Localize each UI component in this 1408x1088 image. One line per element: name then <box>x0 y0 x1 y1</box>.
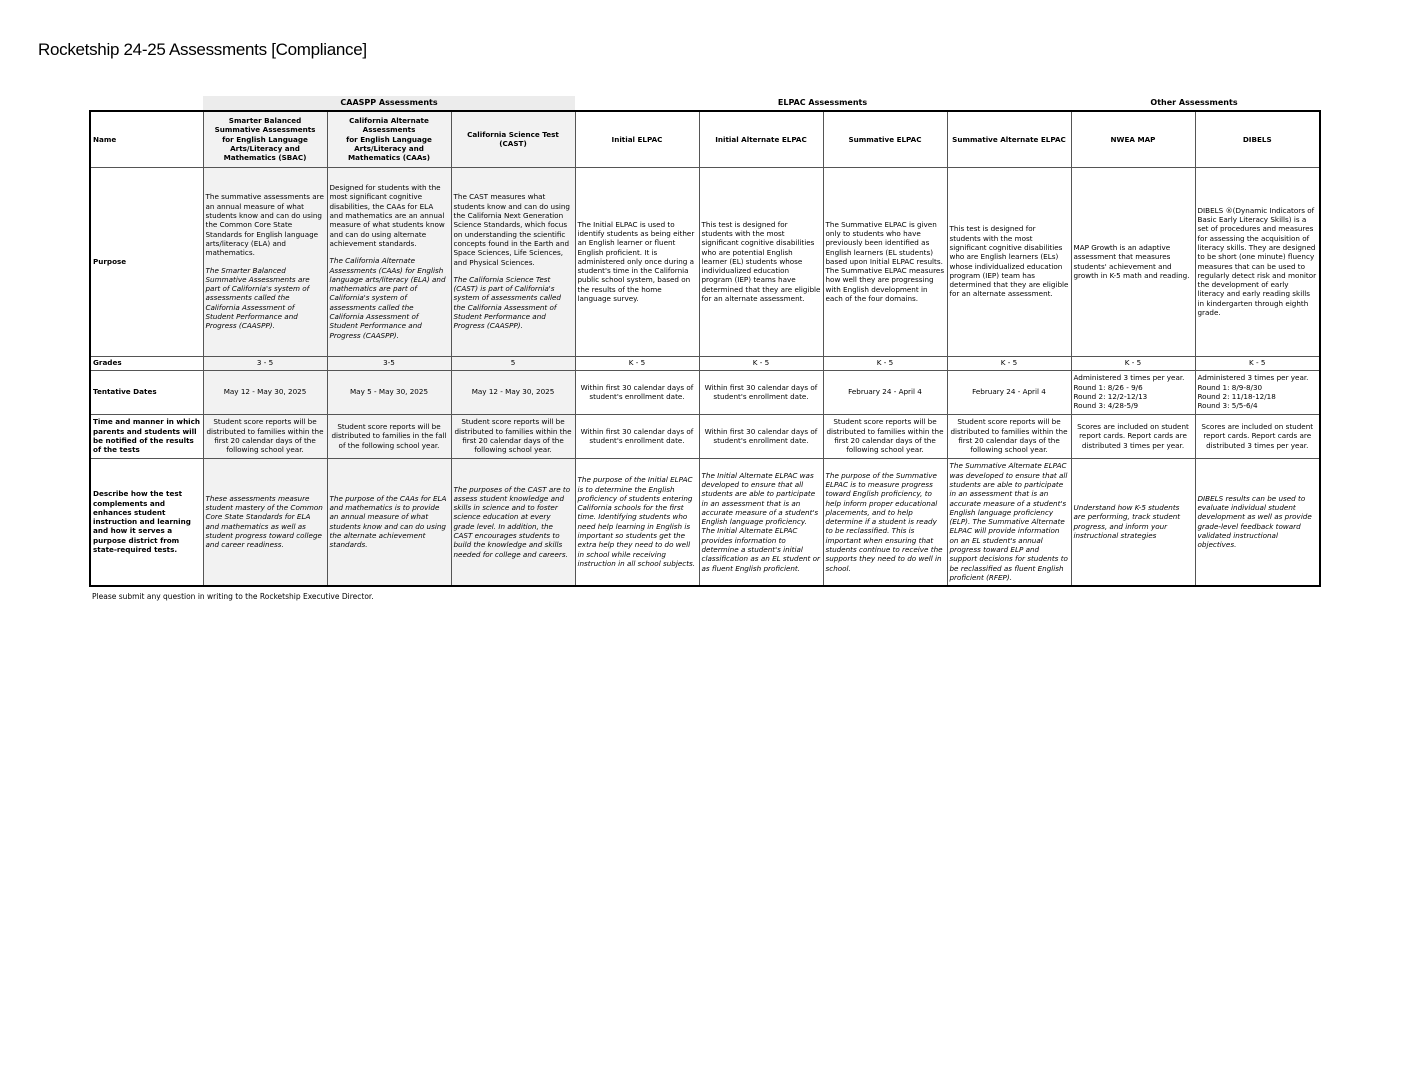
dates-summative-alt-elpac: February 24 - April 4 <box>947 370 1071 414</box>
purpose-caa: Designed for students with the most significant cognitive disabilities, the CAAs for ELA and mathematics are an annual measure of what students know and can do using alternate achievement standards. The California Alternate Assessments (CAAs) for English language arts/literacy (ELA) and mathematics are part of California's system of assessments called the California Assessment of Student Performance and Progress (CAASPP). <box>327 167 451 356</box>
describe-summative-alt-elpac: The Summative Alternate ELPAC was developed to ensure that all students are able to participate in an assessment that is an accurate measure of a student's English language proficiency (ELP). The Summative Alternate ELPAC will provide information on an EL student's annual progress toward ELP and support decisions for students to be reclassified as fluent English proficient (RFEP). <box>947 458 1071 586</box>
describe-summative-elpac: The purpose of the Summative ELPAC is to measure progress toward English proficiency, to help inform proper educational placements, and to help determine if a student is ready to be reclassified. This is important when ensuring that students continue to receive the supports they need to do well in school. <box>823 458 947 586</box>
row-name <box>90 111 1320 167</box>
purpose-summative-elpac: The Summative ELPAC is given only to students who have previously been identified as English learners (EL students) based upon Initial ELPAC results. The Summative ELPAC measures how well they are progressing with English development in each of the four domains. <box>823 167 947 356</box>
group-header-elpac: ELPAC Assessments <box>777 98 868 107</box>
dates-nwea-map: Administered 3 times per year. Round 1: 8/26 - 9/6 Round 2: 12/2-12/13 Round 3: 4/28-5/9 <box>1071 370 1195 414</box>
purpose-sbac: The summative assessments are an annual measure of what students know and can do using the Common Core State Standards for English language arts/literacy (ELA) and mathematics. The Smarter Balanced Summative Assessments are part of California's system of assessments called the California Assessment of Student Performance and Progress (CAASPP). <box>203 167 327 356</box>
grades-cast: 5 <box>451 356 575 370</box>
purpose-dibels: DIBELS ®(Dynamic Indicators of Basic Early Literacy Skills) is a set of procedures and measures for assessing the acquisition of literacy skills. They are designed to be short (one minute) fluency measures that can be used to regularly detect risk and monitor the development of early literacy and early reading skills in kindergarten through eighth grade. <box>1195 167 1320 356</box>
col-header-nwea-map: NWEA MAP <box>1071 111 1195 167</box>
describe-caa: The purpose of the CAAs for ELA and mathematics is to provide an annual measure of what students know and can do using the alternate achievement standards. <box>327 458 451 586</box>
col-header-summative-alt-elpac: Summative Alternate ELPAC <box>947 111 1071 167</box>
grades-dibels: K - 5 <box>1195 356 1320 370</box>
footer-note: Please submit any question in writing to the Rocketship Executive Director. <box>92 592 374 601</box>
grades-initial-elpac: K - 5 <box>575 356 699 370</box>
group-header-caaspp: CAASPP Assessments <box>203 96 575 110</box>
row-dates <box>90 370 1320 414</box>
col-header-summative-elpac: Summative ELPAC <box>823 111 947 167</box>
time-manner-initial-alt-elpac: Within first 30 calendar days of student's enrollment date. <box>699 414 823 458</box>
purpose-nwea-map: MAP Growth is an adaptive assessment that measures students' achievement and growth in K-5 math and reading. <box>1071 167 1195 356</box>
time-manner-initial-elpac: Within first 30 calendar days of student's enrollment date. <box>575 414 699 458</box>
time-manner-summative-alt-elpac: Student score reports will be distributed to families within the first 20 calendar days of the following school year. <box>947 414 1071 458</box>
time-manner-cast: Student score reports will be distributed to families within the first 20 calendar days of the following school year. <box>451 414 575 458</box>
dates-initial-alt-elpac: Within first 30 calendar days of student's enrollment date. <box>699 370 823 414</box>
grades-sbac: 3 - 5 <box>203 356 327 370</box>
time-manner-sbac: Student score reports will be distributed to families within the first 20 calendar days of the following school year. <box>203 414 327 458</box>
document-title: Rocketship 24-25 Assessments [Compliance] <box>38 40 367 59</box>
row-header-describe: Describe how the test complements and enhances student instruction and learning and how it serves a purpose district from state-required tests. <box>90 458 203 586</box>
time-manner-dibels: Scores are included on student report cards. Report cards are distributed 3 times per year. <box>1195 414 1320 458</box>
col-header-initial-elpac: Initial ELPAC <box>575 111 699 167</box>
grades-summative-alt-elpac: K - 5 <box>947 356 1071 370</box>
grades-summative-elpac: K - 5 <box>823 356 947 370</box>
col-header-initial-alt-elpac: Initial Alternate ELPAC <box>699 111 823 167</box>
describe-nwea-map: Understand how K-5 students are performing, track student progress, and inform your instructional strategies <box>1071 458 1195 586</box>
col-header-cast: California Science Test (CAST) <box>451 111 575 167</box>
purpose-initial-elpac: The Initial ELPAC is used to identify students as being either an English learner or fluent English proficient. It is administered only once during a student's time in the California public school system, based on the results of the home language survey. <box>575 167 699 356</box>
row-header-time-manner: Time and manner in which parents and students will be notified of the results of the tests <box>90 414 203 458</box>
grades-nwea-map: K - 5 <box>1071 356 1195 370</box>
time-manner-summative-elpac: Student score reports will be distributed to families within the first 20 calendar days of the following school year. <box>823 414 947 458</box>
describe-cast: The purposes of the CAST are to assess student knowledge and skills in science and to foster science education at every grade level. In addition, the CAST encourages students to build the knowledge and skills needed for college and careers. <box>451 458 575 586</box>
row-header-grades: Grades <box>90 356 203 370</box>
purpose-summative-alt-elpac: This test is designed for students with the most significant cognitive disabilities who are English learners (ELs) whose individualized education program (IEP) team has determined that they are eligible for an alternate assessment. <box>947 167 1071 356</box>
describe-initial-elpac: The purpose of the Initial ELPAC is to determine the English proficiency of students entering California schools for the first time. Identifying students who need help learning in English is important so students get the extra help they need to do well in school while receiving instruction in all school subjects. <box>575 458 699 586</box>
col-header-dibels: DIBELS <box>1195 111 1320 167</box>
purpose-note-cast: The California Science Test (CAST) is part of California's system of assessments called the California Assessment of Student Performance and Progress (CAASPP). <box>453 274 561 331</box>
dates-dibels: Administered 3 times per year. Round 1: 8/9-8/30 Round 2: 11/18-12/18 Round 3: 5/5-6/4 <box>1195 370 1320 414</box>
dates-sbac: May 12 - May 30, 2025 <box>203 370 327 414</box>
col-header-sbac: Smarter Balanced Summative Assessments for English Language Arts/Literacy and Mathematics (SBAC) <box>203 111 327 167</box>
grades-initial-alt-elpac: K - 5 <box>699 356 823 370</box>
dates-cast: May 12 - May 30, 2025 <box>451 370 575 414</box>
time-manner-caa: Student score reports will be distributed to families in the fall of the following school year. <box>327 414 451 458</box>
row-header-name: Name <box>90 111 203 167</box>
dates-summative-elpac: February 24 - April 4 <box>823 370 947 414</box>
describe-initial-alt-elpac: The Initial Alternate ELPAC was developed to ensure that all students are able to participate in an assessment that is an accurate measure of a student's English language proficiency. The Initial Alternate ELPAC provides information to determine a student's initial classification as an EL student or as fluent English proficient. <box>699 458 823 586</box>
purpose-note-caa: The California Alternate Assessments (CAAs) for English language arts/literacy (ELA) and mathematics are part of California's system of assessments called the California Assessment of Student Performance and Progress (CAASPP). <box>329 256 446 340</box>
grades-caa: 3-5 <box>327 356 451 370</box>
row-grades <box>90 356 1320 370</box>
row-purpose <box>90 167 1320 356</box>
purpose-note-sbac: The Smarter Balanced Summative Assessments are part of California's system of assessments called the California Assessment of Student Performance and Progress (CAASPP). <box>205 265 310 331</box>
describe-sbac: These assessments measure student mastery of the Common Core State Standards for ELA and mathematics as well as student progress toward college and career readiness. <box>203 458 327 586</box>
dates-initial-elpac: Within first 30 calendar days of student's enrollment date. <box>575 370 699 414</box>
purpose-initial-alt-elpac: This test is designed for students with the most significant cognitive disabilities who are potential English learner (EL) students whose individualized education program (IEP) teams have determined that they are eligible for an alternate assessment. <box>699 167 823 356</box>
describe-dibels: DIBELS results can be used to evaluate individual student development as well as provide grade-level feedback toward validated instructional objectives. <box>1195 458 1320 586</box>
group-header-other: Other Assessments <box>1150 98 1238 107</box>
row-time-manner <box>90 414 1320 458</box>
purpose-cast: The CAST measures what students know and can do using the California Next Generation Science Standards, which focus on understanding the scientific concepts found in the Earth and Space Sciences, Life Sciences, and Physical Sciences. The California Science Test (CAST) is part of California's system of assessments called the California Assessment of Student Performance and Progress (CAASPP). <box>451 167 575 356</box>
row-header-purpose: Purpose <box>90 167 203 356</box>
dates-caa: May 5 - May 30, 2025 <box>327 370 451 414</box>
col-header-caa: California Alternate Assessments for English Language Arts/Literacy and Mathematics (CAAs) <box>327 111 451 167</box>
time-manner-nwea-map: Scores are included on student report cards. Report cards are distributed 3 times per year. <box>1071 414 1195 458</box>
row-header-dates: Tentative Dates <box>90 370 203 414</box>
row-describe <box>90 458 1320 586</box>
assessments-table <box>89 110 1321 587</box>
